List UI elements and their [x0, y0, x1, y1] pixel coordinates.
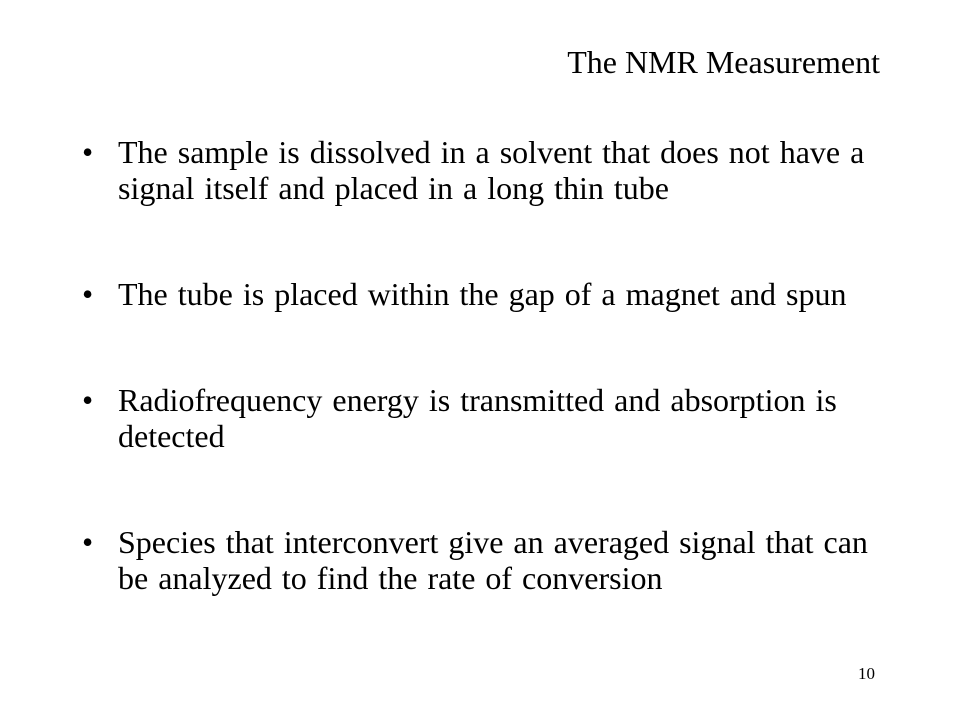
bullet-list	[82, 134, 882, 596]
bullet-text: The sample is dissolved in a solvent that does not have a signal itself and placed in a long thin tube	[118, 134, 865, 206]
bullet-text: Radiofrequency energy is transmitted and absorption is detected	[118, 382, 837, 454]
bullet-marker: •	[82, 276, 94, 312]
page-number: 10	[858, 664, 875, 683]
bullet-text: Species that interconvert give an averaged signal that can be analyzed to find the rate of conversion	[118, 524, 868, 596]
bullet-marker: •	[82, 524, 94, 560]
bullet-item	[82, 382, 882, 454]
bullet-text: The tube is placed within the gap of a magnet and spun	[118, 276, 847, 312]
slide-title: The NMR Measurement	[567, 44, 880, 80]
bullet-marker: •	[82, 134, 94, 170]
bullet-item	[82, 276, 882, 312]
bullet-item	[82, 524, 882, 596]
bullet-item	[82, 134, 882, 206]
bullet-marker: •	[82, 382, 94, 418]
